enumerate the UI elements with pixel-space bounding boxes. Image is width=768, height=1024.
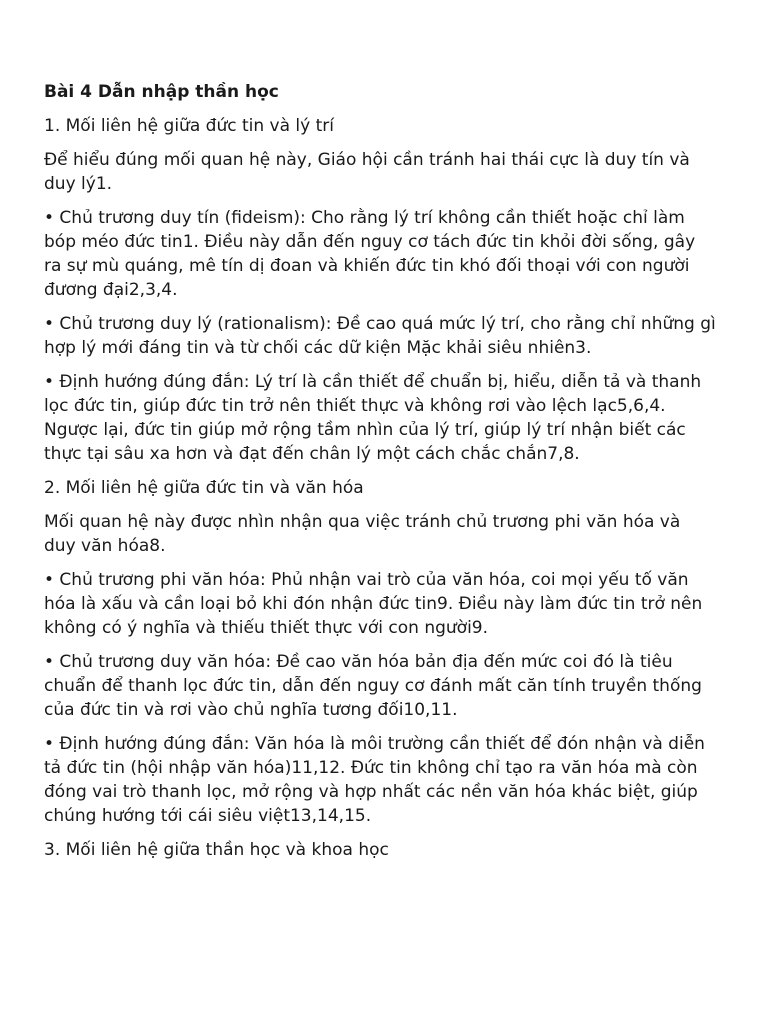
paragraph-intro-faith-reason: Để hiểu đúng mối quan hệ này, Giáo hội cần tránh hai thái cực là duy tín và duy lý1. — [44, 150, 690, 194]
paragraph-intro-faith-culture: Mối quan hệ này được nhìn nhận qua việc tránh chủ trương phi văn hóa và duy văn hóa8. — [44, 512, 681, 556]
bullet-anti-culture: • Chủ trương phi văn hóa: Phủ nhận vai trò của văn hóa, coi mọi yếu tố văn hóa là xấu và cần loại bỏ khi đón nhận đức tin9. Điều này làm đức tin trở nên không có ý nghĩa và thiếu thiết thực với con người9. — [44, 570, 703, 638]
section-heading-theology-science: 3. Mối liên hệ giữa thần học và khoa học — [44, 840, 389, 860]
document-title: Bài 4 Dẫn nhập thần học — [44, 82, 279, 102]
bullet-fideism: • Chủ trương duy tín (ﬁdeism): Cho rằng lý trí không cần thiết hoặc chỉ làm bóp méo đức tin1. Điều này dẫn đến nguy cơ tách đức tin khỏi đời sống, gây ra sự mù quáng, mê tín dị đoan và khiến đức tin khó đối thoại với con người đương đại2,3,4. — [44, 208, 696, 300]
bullet-right-orientation-reason: • Định hướng đúng đắn: Lý trí là cần thiết để chuẩn bị, hiểu, diễn tả và thanh lọc đức tin, giúp đức tin trở nên thiết thực và không rơi vào lệch lạc5,6,4. Ngược lại, đức tin giúp mở rộng tầm nhìn của lý trí, giúp lý trí nhận biết các thực tại sâu xa hơn và đạt đến chân lý một cách chắc chắn7,8. — [44, 372, 702, 464]
bullet-right-orientation-culture: • Định hướng đúng đắn: Văn hóa là môi trường cần thiết để đón nhận và diễn tả đức tin (hội nhập văn hóa)11,12. Đức tin không chỉ tạo ra văn hóa mà còn đóng vai trò thanh lọc, mở rộng và hợp nhất các nền văn hóa khác biệt, giúp chúng hướng tới cái siêu việt13,14,15. — [44, 734, 705, 826]
document-body — [44, 80, 716, 872]
section-heading-faith-culture: 2. Mối liên hệ giữa đức tin và văn hóa — [44, 478, 364, 498]
bullet-rationalism: • Chủ trương duy lý (rationalism): Đề cao quá mức lý trí, cho rằng chỉ những gì hợp lý mới đáng tin và từ chối các dữ kiện Mặc khải siêu nhiên3. — [44, 314, 716, 358]
section-heading-faith-reason: 1. Mối liên hệ giữa đức tin và lý trí — [44, 116, 334, 136]
bullet-culturalism: • Chủ trương duy văn hóa: Đề cao văn hóa bản địa đến mức coi đó là tiêu chuẩn để thanh lọc đức tin, dẫn đến nguy cơ đánh mất căn tính truyền thống của đức tin và rơi vào chủ nghĩa tương đối10,11. — [44, 652, 702, 720]
